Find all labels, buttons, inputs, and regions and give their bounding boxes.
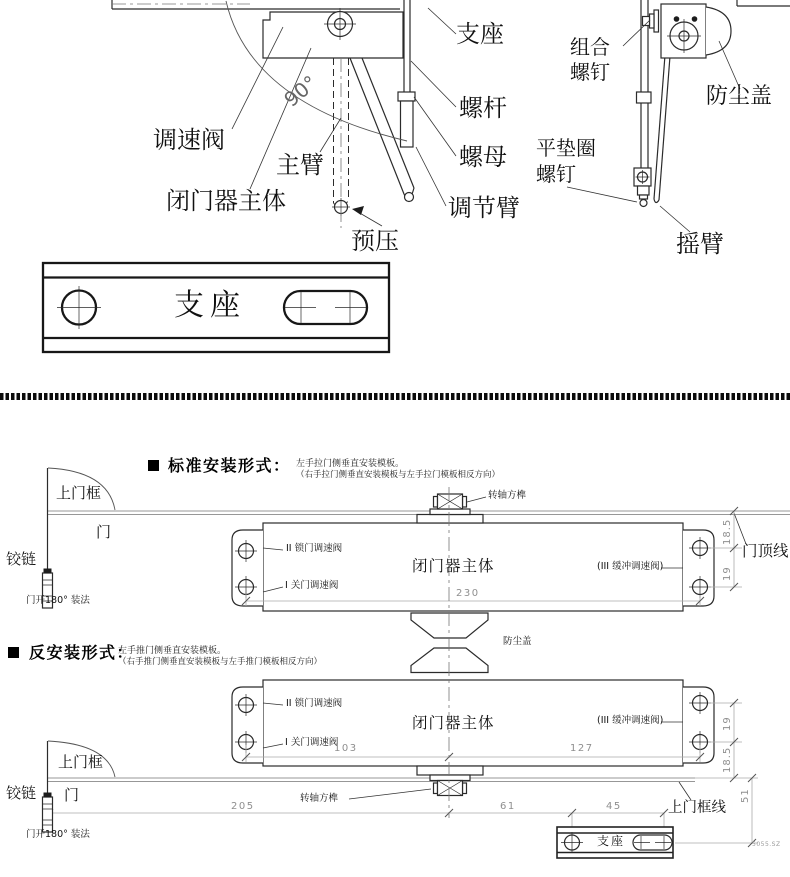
d2-latch-valve-label: II 锁门调速阀 [286,698,343,709]
d1-buffer-valve-label: (III 缓冲调速阀) [597,561,664,572]
label-preload: 预压 [351,227,399,255]
d1-dim-19: 19 [722,566,733,581]
label-flat-washer: 平垫圈 [536,136,596,160]
mid-dust-cover-label: 防尘盖 [503,636,532,647]
d1-door-top-line-label: 门顶线 [742,542,789,560]
d1-door-open-180-label: 门开180° 装法 [26,595,90,606]
d2-upper-door-frame-label: 上门框 [58,753,104,771]
dust-cover-linework [411,613,488,673]
d2-hinge-label: 铰链 [6,784,37,802]
label-combo-screw-line1: 组合 [570,35,610,59]
d1-hinge-label: 铰链 [6,550,37,568]
label-screw-rod: 螺杆 [459,94,507,122]
d2-dim-19: 19 [722,716,733,731]
label-closer-body: 闭门器主体 [166,187,286,215]
standard-install-linework [43,468,790,611]
label-nut: 螺母 [459,143,507,171]
reverse-install-note-1: 左手推门侧垂直安装模板。 [118,646,227,656]
label-open-angle: 90° [279,70,322,112]
d2-dim-61: 61 [500,801,516,812]
d2-close-valve-label: I 关门调速阀 [285,737,339,748]
bracket-view-label: 支座 [174,288,246,323]
standard-install-heading: 标准安装形式： [168,456,291,475]
d1-shaft-tenon-label: 转轴方榫 [488,490,527,501]
label-adjust-arm: 调节臂 [448,194,520,222]
d2-buffer-valve-label: (III 缓冲调速阀) [597,715,664,726]
standard-install-note-1: 左手拉门侧垂直安装模板。 [296,459,405,469]
d1-door-label: 门 [96,523,112,541]
d2-dim-51: 51 [740,788,751,803]
label-bracket: 支座 [456,20,504,48]
d1-upper-door-frame-label: 上门框 [56,484,102,502]
label-dust-cover: 防尘盖 [706,84,773,109]
d1-closer-body-label: 闭门器主体 [412,557,495,575]
label-combo-screw-line2: 螺钉 [570,60,610,84]
d2-dim-103: 103 [334,743,358,754]
reverse-install-note-2: （右手推门侧垂直安装模板与左手推门模板相反方向） [118,657,323,667]
d1-dim-230: 230 [456,588,480,599]
d2-door-open-180-label: 门开180° 装法 [26,829,90,840]
d2-closer-body-label: 闭门器主体 [412,714,495,732]
d2-shaft-tenon-label: 转轴方榫 [300,793,339,804]
reverse-install-heading: 反安装形式： [29,643,135,662]
label-rocker-arm: 摇臂 [676,230,724,258]
bottom-bracket-label: 支座 [597,834,626,848]
label-speed-valve: 调速阀 [153,126,225,154]
d2-door-label: 门 [64,786,80,804]
standard-install-note-2: （右手拉门侧垂直安装模板与左手拉门模板相反方向） [296,470,501,480]
doc-code: 5055.SZ [752,841,781,848]
label-main-arm: 主臂 [276,151,324,179]
label-screw: 螺钉 [536,162,576,186]
d1-latch-valve-label: II 锁门调速阀 [286,543,343,554]
d2-dim-127: 127 [570,743,594,754]
reverse-install-bullet-icon [8,647,19,658]
d2-dim-18-5: 18.5 [722,746,733,773]
d2-dim-205: 205 [231,801,255,812]
d1-dim-18-5: 18.5 [722,518,733,545]
d2-upper-frame-line-label: 上门框线 [668,800,726,816]
d2-dim-45: 45 [606,801,622,812]
perforation-divider [0,393,790,400]
standard-install-bullet-icon [148,460,159,471]
d1-close-valve-label: I 关门调速阀 [285,580,339,591]
